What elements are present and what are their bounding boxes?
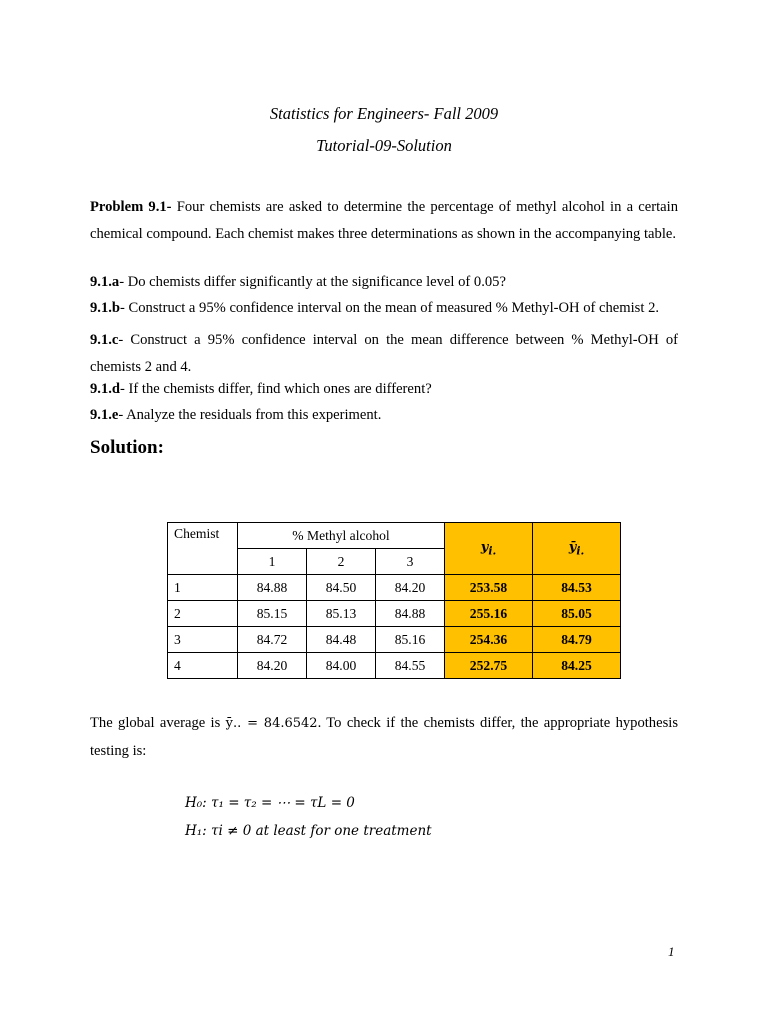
table-row (168, 575, 621, 601)
table-row (168, 601, 621, 627)
cell-value: 85.15 (238, 601, 307, 627)
table-header-row (168, 523, 621, 549)
cell-value: 84.50 (307, 575, 376, 601)
document-subtitle: Tutorial-09-Solution (316, 136, 452, 155)
cell-chemist: 4 (168, 653, 238, 679)
cell-value: 84.88 (376, 601, 445, 627)
cell-mean: 84.25 (533, 653, 621, 679)
document-title: Statistics for Engineers- Fall 2009 (269, 104, 499, 123)
part-e (90, 407, 381, 424)
header-rep-1: 1 (238, 549, 307, 575)
cell-total: 253.58 (445, 575, 533, 601)
part-label: 9.1.c (90, 332, 119, 348)
part-label: 9.1.e (90, 407, 119, 423)
solution-heading: Solution: (90, 437, 164, 458)
part-a (90, 274, 506, 291)
null-hypothesis: H₀: τ₁ = τ₂ = ⋯ = τL = 0 (185, 795, 355, 811)
part-text: - Do chemists differ significantly at the significance level of 0.05? (119, 274, 506, 290)
header-total: $y_{i.}$ (445, 523, 533, 575)
cell-value: 84.72 (238, 627, 307, 653)
part-c (90, 327, 678, 380)
cell-value: 85.13 (307, 601, 376, 627)
cell-value: 85.16 (376, 627, 445, 653)
cell-total: 255.16 (445, 601, 533, 627)
global-text-before: The global average is (90, 715, 226, 731)
global-average-formula: ȳ.. = 84.6542 (225, 716, 318, 731)
part-text: - Construct a 95% confidence interval on the mean of measured % Methyl-OH of chemist 2. (120, 300, 660, 316)
header-methyl-alcohol: % Methyl alcohol (238, 523, 445, 549)
cell-total: 254.36 (445, 627, 533, 653)
header-rep-3: 3 (376, 549, 445, 575)
problem-text: Four chemists are asked to determine the percentage of methyl alcohol in a certain chemical compound. Each chemist makes three determinations as shown in the accompanying table. (90, 199, 678, 242)
part-text: - If the chemists differ, find which ones are different? (120, 381, 432, 397)
cell-mean: 85.05 (533, 601, 621, 627)
part-label: 9.1.d (90, 381, 121, 397)
table-row (168, 653, 621, 679)
part-label: 9.1.a (90, 274, 120, 290)
part-b (90, 300, 659, 317)
cell-chemist: 1 (168, 575, 238, 601)
problem-label: Problem 9.1- (90, 199, 172, 215)
header-mean: $ȳ_{i.}$ (533, 523, 621, 575)
cell-value: 84.88 (238, 575, 307, 601)
header-chemist: Chemist (168, 523, 238, 575)
part-text: - Construct a 95% confidence interval on the mean difference between % Methyl-OH of chemists 2 and 4. (90, 332, 678, 375)
cell-mean: 84.79 (533, 627, 621, 653)
cell-mean: 84.53 (533, 575, 621, 601)
part-d (90, 381, 432, 398)
problem-statement (90, 194, 678, 247)
global-text-after: . To check if the chemists differ, the appropriate hypothesis testing is: (90, 715, 678, 759)
cell-chemist: 3 (168, 627, 238, 653)
page-number: 1 (668, 944, 675, 959)
cell-value: 84.55 (376, 653, 445, 679)
cell-value: 84.48 (307, 627, 376, 653)
part-text: - Analyze the residuals from this experiment. (118, 407, 382, 423)
cell-value: 84.20 (376, 575, 445, 601)
cell-value: 84.00 (307, 653, 376, 679)
part-label: 9.1.b (90, 300, 121, 316)
header-rep-2: 2 (307, 549, 376, 575)
alternative-hypothesis: H₁: τi ≠ 0 at least for one treatment (185, 823, 432, 839)
cell-chemist: 2 (168, 601, 238, 627)
cell-total: 252.75 (445, 653, 533, 679)
table-row (168, 627, 621, 653)
global-average-paragraph (90, 710, 678, 764)
cell-value: 84.20 (238, 653, 307, 679)
data-table (167, 522, 621, 679)
